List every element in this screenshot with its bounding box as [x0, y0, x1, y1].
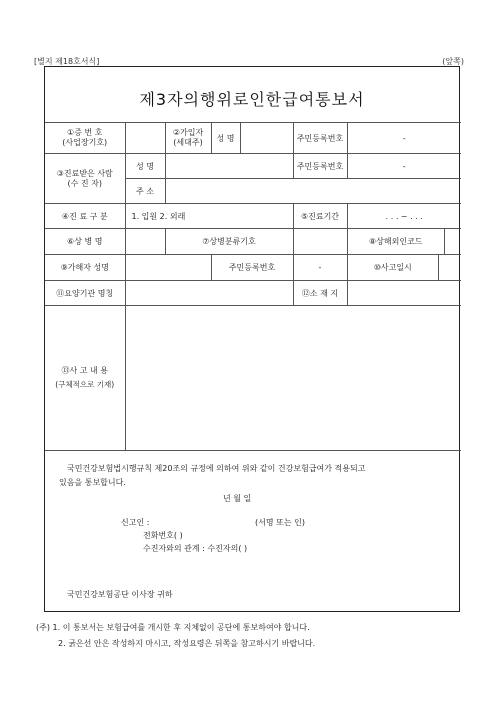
label-subscriber [165, 123, 211, 154]
row-patient-name [45, 154, 461, 179]
row-diagnosis [45, 229, 461, 255]
offender-id-value[interactable]: - [293, 255, 347, 281]
facility-name-value[interactable] [125, 281, 293, 306]
label-text: ③진료받은 사람 [56, 168, 113, 178]
statement-line-1: 국민건강보험법시행규칙 제20조의 규정에 의하여 위와 같이 건강보험급여가 적용되고 [67, 464, 366, 473]
form-frame [44, 66, 460, 612]
sign-or-seal[interactable]: (서명 또는 인) [255, 518, 305, 527]
label-cert-number [45, 123, 125, 154]
label-treatment-period: ⑤진료기간 [293, 204, 347, 229]
relation-field[interactable]: 수진자와의 관계 : 수진자의( ) [143, 544, 248, 553]
statement-line-2: 있음을 통보합니다. [59, 478, 126, 487]
accident-date-cell [347, 255, 461, 281]
phone-field[interactable]: 전화번호( ) [143, 531, 183, 540]
label-address: 주 소 [125, 179, 165, 204]
row-treatment-type [45, 204, 461, 229]
label-diagnosis: ⑥상 병 명 [45, 229, 125, 255]
label-patient-name: 성 명 [125, 154, 165, 179]
row-offender [45, 255, 461, 281]
note-2: 2. 굵은선 안은 작성하지 마시고, 작성요령은 뒤쪽을 참고하시기 바랍니다. [58, 639, 316, 648]
cert-number-value[interactable] [125, 123, 165, 154]
label-accident-date: ⑩사고일시 [373, 263, 412, 272]
injury-code-cell [347, 229, 461, 255]
label-accident-details [45, 306, 125, 451]
accident-date-value[interactable] [438, 255, 461, 280]
label-text: ⑬사 고 내 용 [61, 366, 109, 375]
statement-date[interactable]: 년 월 일 [223, 494, 252, 503]
subscriber-name-cell [211, 123, 293, 154]
label-subtext: (수 진 자) [67, 178, 102, 188]
label-disease-code: ⑦상병분류기호 [165, 229, 293, 255]
page-side-label: (앞쪽) [442, 57, 464, 66]
diagnosis-value[interactable] [125, 229, 165, 255]
patient-id-value[interactable]: - [347, 154, 461, 179]
form-number: [별지 제18호서식] [34, 57, 100, 66]
form-table [45, 122, 461, 451]
label-facility-name: ⑪요양기관 명칭 [45, 281, 125, 306]
disease-code-value[interactable] [293, 229, 347, 255]
recipient: 국민건강보험공단 이사장 귀하 [67, 590, 173, 599]
patient-address-value[interactable] [165, 179, 461, 204]
label-treatment-type: ④진 료 구 분 [45, 204, 125, 229]
injury-code-value[interactable] [444, 229, 461, 254]
accident-details-value[interactable] [125, 306, 461, 451]
statement-area [45, 457, 459, 613]
subscriber-id-value[interactable]: - [347, 123, 461, 154]
label-patient-id: 주민등록번호 [293, 154, 347, 179]
label-offender-name: ⑨가해자 성명 [45, 255, 125, 281]
row-accident-details [45, 306, 461, 451]
reporter-label: 신고인 : [121, 518, 150, 527]
patient-name-value[interactable] [165, 154, 293, 179]
label-text: ①증 번 호 [67, 128, 103, 137]
form-title: 제3자의행위로인한급여통보서 [139, 90, 365, 109]
label-resident-id: 주민등록번호 [293, 123, 347, 154]
label-subtext: (사업장기호) [62, 138, 108, 147]
label-offender-id: 주민등록번호 [211, 255, 293, 281]
offender-name-value[interactable] [125, 255, 211, 281]
label-patient [45, 154, 125, 204]
label-injury-code: ⑧상해외인코드 [368, 237, 423, 246]
facility-location-value[interactable] [347, 281, 461, 306]
row-insurance-number [45, 123, 461, 154]
note-1: (주) 1. 이 통보서는 보험급여를 개시한 후 지체없이 공단에 통보하여야 합니다. [36, 623, 310, 632]
row-facility [45, 281, 461, 306]
label-text: ②가입자 [172, 128, 204, 137]
label-name: 성 명 [216, 133, 235, 143]
label-facility-location: ⑫소 재 지 [293, 281, 347, 306]
label-subtext: (세대주) [173, 138, 203, 147]
treatment-type-options[interactable]: 1. 입원 2. 외래 [125, 204, 293, 229]
treatment-period-value[interactable]: . . . ~ . . . [347, 204, 461, 229]
label-subtext: (구체적으로 기재) [55, 380, 115, 389]
subscriber-name-value[interactable] [240, 123, 293, 153]
